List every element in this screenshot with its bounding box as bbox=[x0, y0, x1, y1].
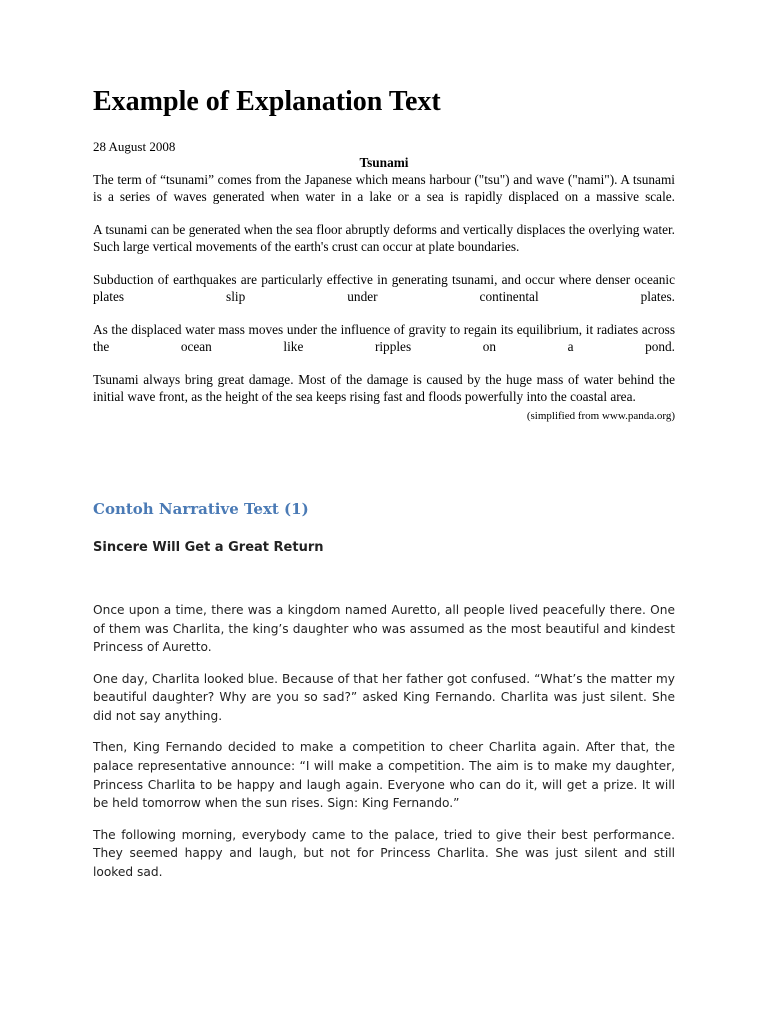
narrative-text bbox=[93, 601, 675, 894]
paragraph: Subduction of earthquakes are particularly effective in generating tsunami, and occur where denser oceanic plates slip under continental plates. bbox=[93, 271, 675, 304]
narrative-heading: Contoh Narrative Text (1) bbox=[93, 500, 309, 518]
story-paragraph: One day, Charlita looked blue. Because of that her father got confused. “What’s the matter my beautiful daughter? Why are you so sad?” asked King Fernando. Charlita was just silent. She did not say anything. bbox=[93, 671, 675, 724]
section-subtitle: Tsunami bbox=[359, 155, 409, 170]
document-date: 28 August 2008 bbox=[93, 139, 176, 154]
story-title: Sincere Will Get a Great Return bbox=[93, 540, 324, 555]
explanation-text bbox=[93, 155, 675, 425]
story-paragraph: The following morning, everybody came to the palace, tried to give their best performance. They seemed happy and laugh, but not for Princess Charlita. She was just silent and still looked sad. bbox=[93, 827, 675, 879]
paragraph: As the displaced water mass moves under the influence of gravity to regain its equilibrium, it radiates across the ocean like ripples on a pond. bbox=[93, 322, 675, 354]
paragraph: A tsunami can be generated when the sea floor abruptly deforms and vertically displaces the overlying water. Such large vertical movements of the earth's crust can occur at plate boundaries. bbox=[93, 221, 675, 254]
story-paragraph: Once upon a time, there was a kingdom named Auretto, all people lived peacefully there. One of them was Charlita, the king’s daughter who was assumed as the most beautiful and kindest Princess of Auretto. bbox=[93, 603, 675, 655]
paragraph: The term of “tsunami” comes from the Japanese which means harbour ("tsu") and wave ("nami"). A tsunami is a series of waves generated when water in a lake or a sea is rapidly displaced on a massive scale. bbox=[93, 171, 675, 204]
story-paragraph: Then, King Fernando decided to make a competition to cheer Charlita again. After that, the palace representative announce: “I will make a competition. The aim is to make my daughter, Princess Charlita to be happy and laugh again. Everyone who can do it, will get a prize. It will be held tomorrow when the sun rises. Sign: King Fernando.” bbox=[93, 740, 675, 811]
paragraph: Tsunami always bring great damage. Most of the damage is caused by the huge mass of water behind the initial wave front, as the height of the sea keeps rising fast and floods powerfully into the coastal area. bbox=[93, 372, 675, 404]
source-note: (simplified from www.panda.org) bbox=[526, 410, 675, 423]
page-title: Example of Explanation Text bbox=[93, 86, 441, 117]
